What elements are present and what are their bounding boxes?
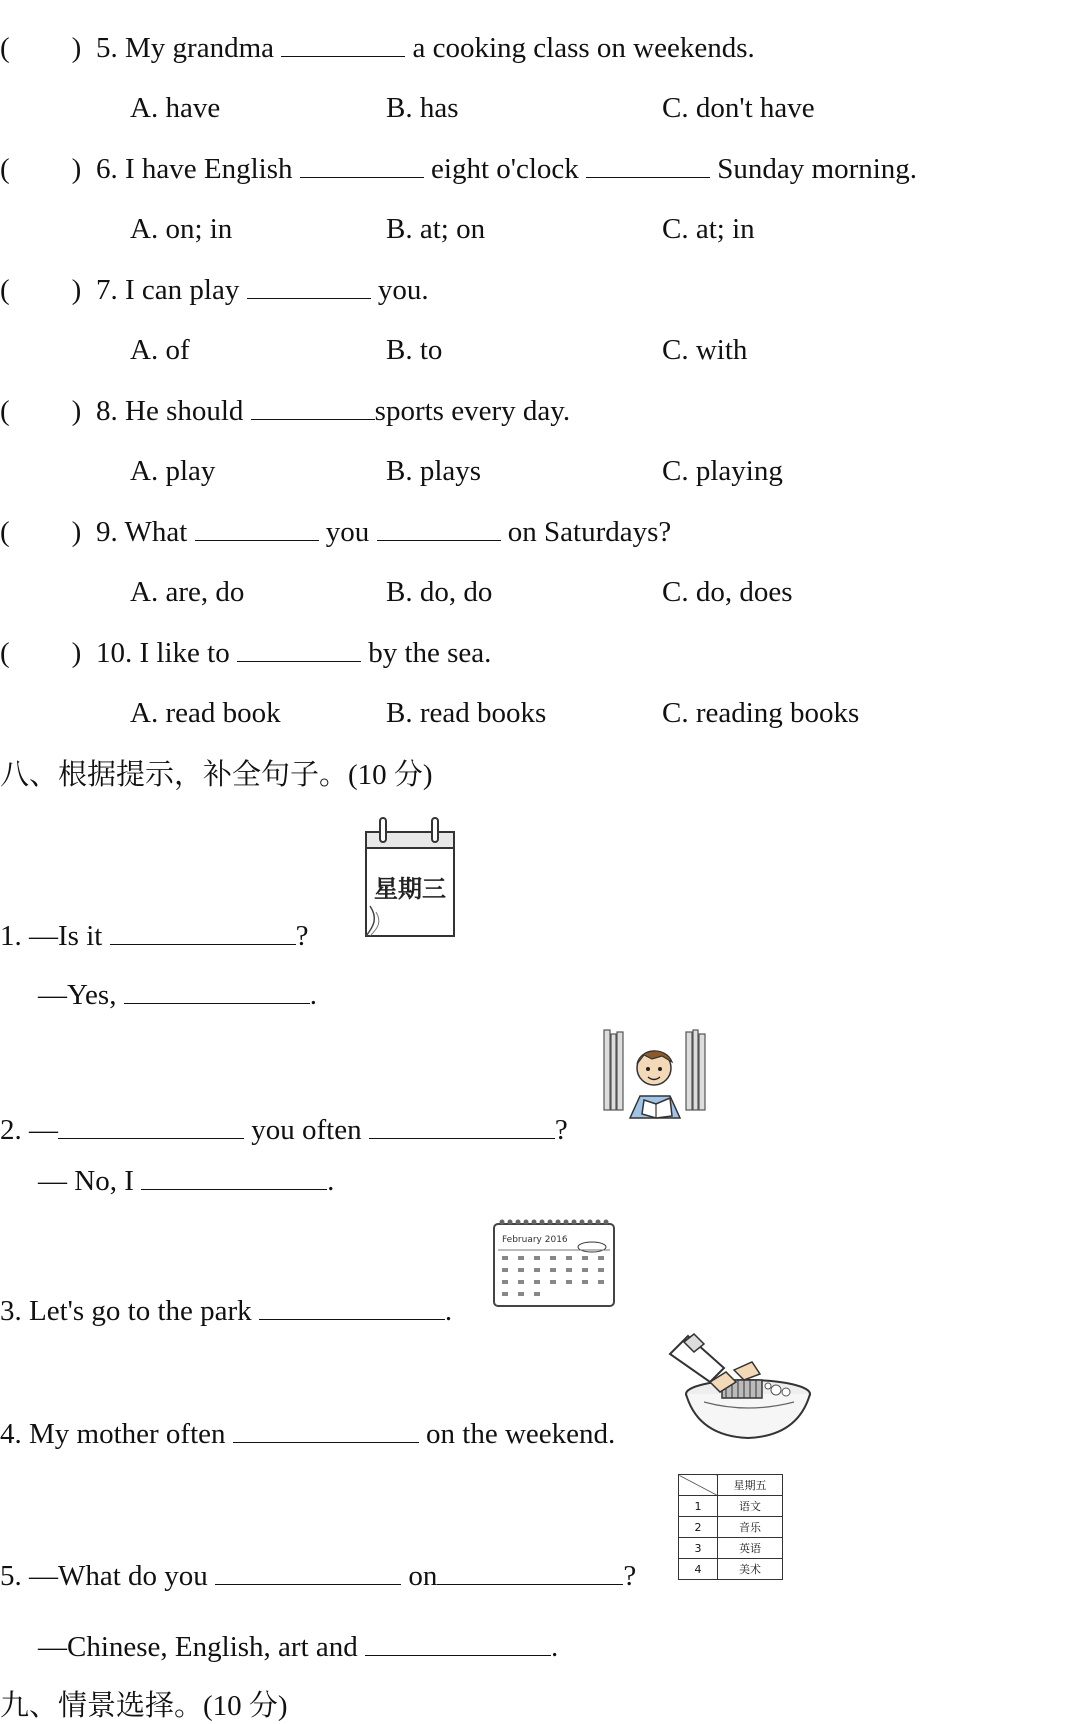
timetable-row	[679, 1517, 783, 1538]
answer-blank[interactable]	[237, 635, 361, 662]
timetable-subject: 美术	[718, 1559, 783, 1580]
q5-line-b: —Chinese, English, art and .	[38, 1631, 559, 1663]
option-c[interactable]: C. do, does	[662, 576, 793, 608]
answer-blank[interactable]	[586, 151, 710, 178]
question-number: 7.	[96, 274, 118, 306]
question-text: on Saturdays?	[500, 516, 672, 548]
option-c[interactable]: C. reading books	[662, 697, 860, 729]
option-a[interactable]: A. read book	[130, 697, 281, 729]
question-text: you	[318, 516, 377, 548]
calendar-day-text: 星期三	[374, 875, 446, 903]
question-5-line	[0, 30, 755, 66]
option-a[interactable]: A. on; in	[130, 213, 233, 245]
timetable-row	[679, 1559, 783, 1580]
answer-bracket[interactable]: ( )	[0, 153, 82, 185]
timetable-period: 4	[679, 1559, 718, 1580]
answer-blank[interactable]	[300, 151, 424, 178]
question-text: I can play	[125, 274, 247, 306]
answer-blank[interactable]	[58, 1112, 244, 1139]
timetable-row	[679, 1496, 783, 1517]
timetable-corner-cell	[679, 1475, 718, 1496]
option-a[interactable]: A. have	[130, 92, 221, 124]
option-b[interactable]: B. plays	[386, 455, 482, 487]
option-a[interactable]: A. play	[130, 455, 216, 487]
boy-reading-picture	[600, 1026, 708, 1124]
february-calendar-picture	[490, 1216, 620, 1310]
timetable-subject: 语文	[718, 1496, 783, 1517]
question-text: My grandma	[125, 32, 282, 64]
answer-blank[interactable]	[141, 1163, 327, 1190]
question-text: I like to	[139, 637, 237, 669]
question-text: you.	[370, 274, 429, 306]
question-text: by the sea.	[360, 637, 492, 669]
question-8-line	[0, 393, 570, 429]
question-text: a cooking class on weekends.	[405, 32, 755, 64]
question-number: 8.	[96, 395, 118, 427]
washing-clothes-picture	[664, 1332, 818, 1444]
answer-blank[interactable]	[259, 1293, 445, 1320]
question-10-line	[0, 635, 491, 671]
question-text: eight o'clock	[423, 153, 587, 185]
answer-blank[interactable]	[233, 1416, 419, 1443]
option-a[interactable]: A. are, do	[130, 576, 245, 608]
q2-line-a: 2. — you often ?	[0, 1114, 568, 1146]
question-7-line	[0, 272, 429, 308]
option-c[interactable]: C. don't have	[662, 92, 815, 124]
answer-bracket[interactable]: ( )	[0, 395, 82, 427]
option-c[interactable]: C. playing	[662, 455, 783, 487]
timetable-subject: 英语	[718, 1538, 783, 1559]
q1-line-a: 1. —Is it ?	[0, 920, 309, 952]
option-b[interactable]: B. to	[386, 334, 443, 366]
answer-blank[interactable]	[124, 977, 310, 1004]
q4-line: 4. My mother often on the weekend.	[0, 1418, 616, 1450]
friday-timetable-picture	[678, 1474, 783, 1580]
answer-blank[interactable]	[377, 514, 501, 541]
option-a[interactable]: A. of	[130, 334, 190, 366]
answer-blank[interactable]	[369, 1112, 555, 1139]
option-c[interactable]: C. at; in	[662, 213, 755, 245]
option-c[interactable]: C. with	[662, 334, 748, 366]
answer-blank[interactable]	[365, 1629, 551, 1656]
q3-line: 3. Let's go to the park .	[0, 1295, 453, 1327]
answer-blank[interactable]	[110, 918, 296, 945]
timetable-period: 3	[679, 1538, 718, 1559]
option-b[interactable]: B. at; on	[386, 213, 486, 245]
timetable-row	[679, 1538, 783, 1559]
section-9-heading: 九、情景选择。(10 分)	[0, 1690, 288, 1722]
question-text: I have English	[125, 153, 300, 185]
timetable-subject: 音乐	[718, 1517, 783, 1538]
answer-bracket[interactable]: ( )	[0, 32, 82, 64]
q2-line-b: — No, I .	[38, 1165, 335, 1197]
answer-blank[interactable]	[281, 30, 405, 57]
answer-bracket[interactable]: ( )	[0, 637, 82, 669]
answer-blank[interactable]	[195, 514, 319, 541]
answer-blank[interactable]	[215, 1558, 401, 1585]
answer-blank[interactable]	[247, 272, 371, 299]
question-number: 6.	[96, 153, 118, 185]
question-number: 10.	[96, 637, 133, 669]
answer-bracket[interactable]: ( )	[0, 516, 82, 548]
wednesday-calendar-picture	[360, 814, 460, 940]
option-b[interactable]: B. read books	[386, 697, 547, 729]
timetable-period: 1	[679, 1496, 718, 1517]
question-text: What	[124, 516, 195, 548]
section-8-heading: 八、根据提示，补全句子。(10 分)	[0, 759, 433, 791]
question-number: 5.	[96, 32, 118, 64]
question-6-line	[0, 151, 917, 187]
answer-blank[interactable]	[437, 1558, 623, 1585]
timetable-period: 2	[679, 1517, 718, 1538]
answer-blank[interactable]	[251, 393, 375, 420]
question-text: sports every day.	[374, 395, 571, 427]
timetable	[678, 1474, 783, 1580]
question-text: Sunday morning.	[710, 153, 918, 185]
question-text: He should	[125, 395, 251, 427]
option-b[interactable]: B. has	[386, 92, 459, 124]
calendar-month-header: February 2016	[502, 1235, 568, 1245]
answer-bracket[interactable]: ( )	[0, 274, 82, 306]
timetable-header: 星期五	[718, 1475, 783, 1496]
q1-line-b: —Yes, .	[38, 979, 317, 1011]
q5-line-a: 5. —What do you on ?	[0, 1560, 637, 1592]
option-b[interactable]: B. do, do	[386, 576, 493, 608]
question-number: 9.	[96, 516, 118, 548]
question-9-line	[0, 514, 671, 550]
